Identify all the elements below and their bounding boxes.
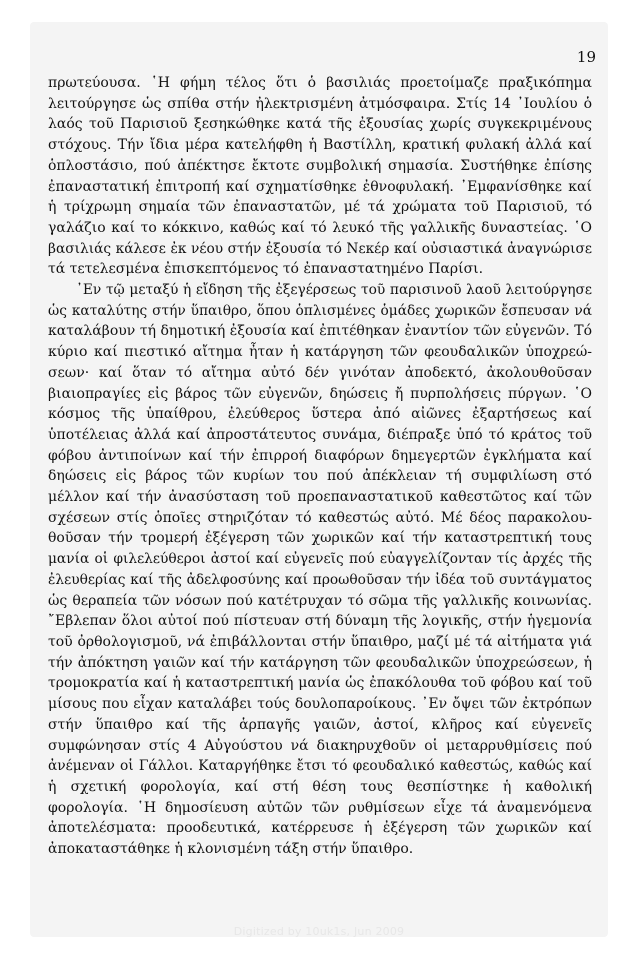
text-line: στόχους. Τήν ἴδια μέρα κατελήφθη ἡ Βαστίλλη, κρατική φυλακή ἀλλά καί (48, 137, 592, 154)
text-line: πρωτεύουσα. ῾Η φήμη τέλος ὅτι ὁ βασιλιάς προετοίμαζε πραξικόπημα (48, 75, 592, 91)
text-line: τά τετελεσμένα ἐπισκεπτόμενος τό ἐπαναστατημένο Παρίσι. (48, 261, 484, 278)
text-line: ἀποκαταστάθηκε ἡ κλονισμένη τάξη στήν ὕπαιθρο. (48, 841, 414, 858)
text-line: ἡ τρίχρωμη σημαία τῶν ἐπαναστατῶν, μέ τά χρώματα τοῦ Παρισιοῦ, τό (48, 199, 592, 216)
text-line: καταλάβουν τή δημοτική ἐξουσία καί ἐπιτέθηκαν ἐναντίον τῶν εὐγενῶν. Τό (48, 323, 592, 340)
text-line: ὑποτέλειας ἀλλά καί ἀπροστάτευτος συνάμα, διέπραξε ὑπό τό κράτος τοῦ (48, 426, 592, 443)
text-line: ῎Εβλεπαν ὅλοι αὐτοί πού πίστευαν στή δύναμη τῆς λογικῆς, στήν ἡγεμονία (48, 613, 592, 630)
text-line: μανία οἱ φιλελεύθεροι ἀστοί καί εὐγενεῖς πού εὐαγγελίζονταν τίς ἀρχές τῆς (48, 551, 592, 568)
text-line: θοῦσαν τήν τρομερή ἐξέγερση τῶν χωρικῶν καί τήν καταστρεπτική τους (48, 530, 592, 547)
text-line: λειτούργησε ὡς σπίθα στήν ἠλεκτρισμένη ἀτμόσφαιρα. Στίς 14 ᾽Ιουλίου ὁ (48, 95, 592, 112)
text-line: ὁπλοστάσιο, πού ἀπέκτησε ἔκτοτε συμβολική σημασία. Συστήθηκε ἐπίσης (48, 157, 592, 174)
text-line: ἀνέμεναν οἱ Γάλλοι. Καταργήθηκε ἔτσι τό φεουδαλικό καθεστώς, καθώς καί (48, 758, 592, 775)
text-line: σχέσεων στίς ὁποῖες στηριζόταν τό καθεστώς αὐτό. Μέ δέος παρακολου- (48, 509, 592, 526)
text-line: φόβου ἀντιποίνων καί τήν ἐπιρροή διαφόρων δημεγερτῶν ἐγκλήματα καί (48, 447, 592, 464)
text-line: ἡ σχετική φορολογία, καί στή θέση τους θεσπίστηκε ἡ καθολική (48, 778, 592, 795)
text-line: ᾽Εν τῷ μεταξύ ἡ εἴδηση τῆς ἐξεγέρσεως τοῦ παρισινοῦ λαοῦ λειτούργησε (76, 282, 592, 299)
text-line: ἐλευθερίας καί τῆς ἀδελφοσύνης καί προωθοῦσαν τήν ἰδέα τοῦ συντάγματος (48, 571, 592, 588)
text-line: συμφώνησαν στίς 4 Αὐγούστου νά διακηρυχθοῦν οἱ μεταρρυθμίσεις πού (48, 737, 592, 754)
text-line: βασιλιάς κάλεσε ἐκ νέου στήν ἐξουσία τό Νεκέρ καί οὐσιαστικά ἀναγνώρισε (48, 240, 592, 257)
page-body-text (48, 73, 592, 860)
text-line: ἐπαναστατική ἐπιτροπή καί σχηματίσθηκε ἐθνοφυλακή. ᾽Εμφανίσθηκε καί (48, 178, 592, 195)
text-line: μίσους που εἶχαν καταλάβει τούς δουλοπαροίκους. ᾽Εν ὄψει τῶν ἐκτρόπων (48, 696, 592, 713)
text-line: δηώσεις εἰς βάρος τῶν κυρίων του πού ἀπέκλειαν τή συμφιλίωση στό (48, 468, 592, 485)
text-line: τρομοκρατία καί ἡ καταστρεπτική μανία ὡς ἐπακόλουθα τοῦ φόβου καί τοῦ (48, 675, 592, 692)
text-line: κόσμος τῆς ὑπαίθρου, ἐλεύθερος ὕστερα ἀπό αἰῶνες ἐξαρτήσεως καί (48, 406, 592, 423)
text-line: τήν ἀπόκτηση γαιῶν καί τήν κατάργηση τῶν φεουδαλικῶν ὑποχρεώσεων, ἡ (48, 654, 592, 671)
text-line: μέλλον καί τήν ἀνασύσταση τοῦ προεπαναστατικοῦ καθεστῶτος καί τῶν (48, 489, 592, 506)
text-line: ὡς καταλύτης στήν ὕπαιθρο, ὅπου ὁπλισμένες ὁμάδες χωρικῶν ἔσπευσαν νά (48, 302, 592, 319)
text-line: φορολογία. ῾Η δημοσίευση αὐτῶν τῶν ρυθμίσεων εἶχε τά ἀναμενόμενα (48, 799, 592, 816)
text-line: ὡς θεραπεία τῶν νόσων πού κατέτρυχαν τό σῶμα τῆς γαλλικῆς κοινωνίας. (48, 592, 592, 609)
paragraph-1 (48, 73, 592, 280)
text-line: τοῦ ὀρθολογισμοῦ, νά ἐπιβάλλονται στήν ὕπαιθρο, μαζί μέ τά αἰτήματα γιά (48, 633, 592, 650)
text-line: στήν ὕπαιθρο καί τῆς ἁρπαγῆς γαιῶν, ἀστοί, κλῆρος καί εὐγενεῖς (48, 716, 592, 733)
paragraph-2 (48, 280, 592, 860)
page-number: 19 (576, 48, 596, 66)
text-line: βιαιοπραγίες εἰς βάρος τῶν εὐγενῶν, δηώσεις ἤ πυρπολήσεις πύργων. ῾Ο (48, 385, 592, 402)
text-line: γαλάζιο καί το κόκκινο, καθώς καί τό λευκό τῆς γαλλικῆς δυναστείας. ῾Ο (48, 219, 592, 236)
text-line: λαός τοῦ Παρισιοῦ ξεσηκώθηκε κατά τῆς ἐξουσίας χωρίς συγκεκριμένους (48, 116, 592, 133)
digitization-watermark: Digitized by 10uk1s, Jun 2009 (233, 925, 405, 938)
text-line: ἀποτελέσματα: προοδευτικά, κατέρρευσε ἡ ἐξέγερση τῶν χωρικῶν καί (48, 820, 592, 837)
text-line: σεων· καί ὅταν τό αἴτημα αὐτό δέν γινόταν ἀποδεκτό, ἀκολουθοῦσαν (48, 364, 592, 381)
text-line: κύριο καί πιεστικό αἴτημα ἦταν ἡ κατάργηση τῶν φεουδαλικῶν ὑποχρεώ- (48, 344, 592, 361)
